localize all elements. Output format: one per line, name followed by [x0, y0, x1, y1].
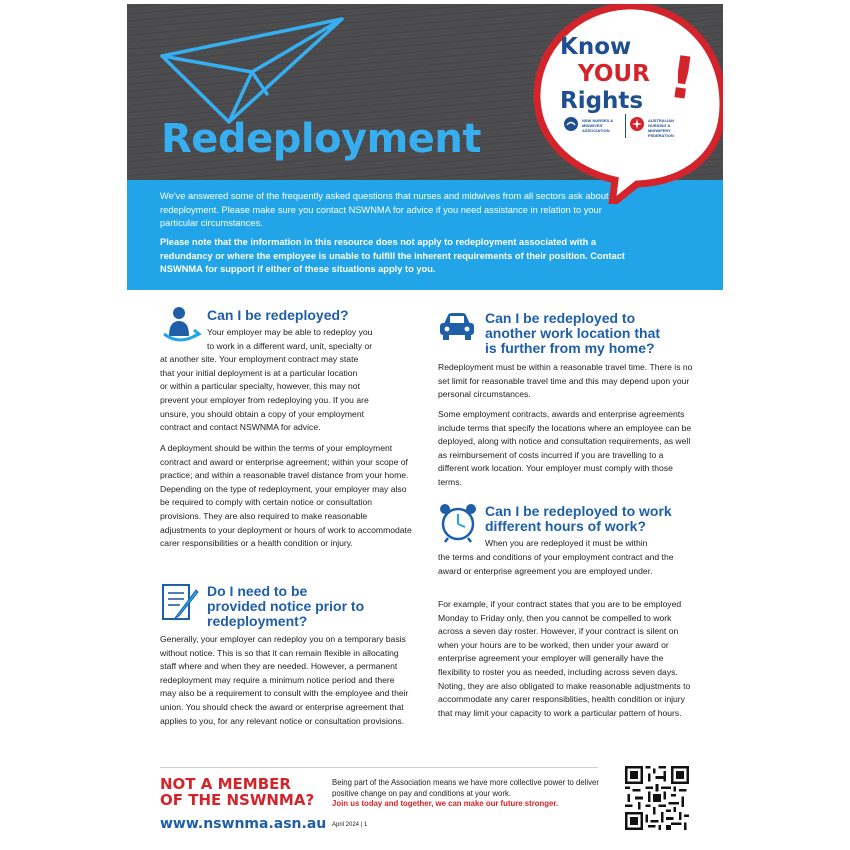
badge-line-know: Know [560, 34, 632, 60]
page-title: Redeployment [161, 116, 481, 162]
person-redeploy-icon [160, 304, 202, 346]
membership-promo [332, 778, 612, 810]
s2-heading-line-1: Do I need to be [207, 583, 308, 599]
association-logos [563, 112, 693, 142]
not-member-line-1: NOT A MEMBER [160, 775, 291, 793]
s3-heading-line-3: is further from my home? [485, 340, 655, 356]
anmf-logo-text: AUSTRALIAN NURSING & MIDWIFERY FEDERATION [648, 118, 674, 138]
s2-heading-line-3: redeployment? [207, 613, 308, 629]
logo-divider [625, 114, 626, 138]
s1-line-8: contract and contact NSWNMA for advice. [160, 422, 321, 433]
intro-text: We've answered some of the frequently asked questions that nurses and midwives from all sectors ask about redeployment. Please make sure you contact NSWNMA for advice if you need assistance in relation to your particular circumstances. [160, 191, 609, 228]
anmf-logo-icon [629, 116, 645, 132]
date-page-number: April 2024 | 1 [332, 822, 368, 828]
badge-line-rights: Rights [560, 88, 644, 114]
website-link[interactable]: www.nswnma.asn.au [160, 816, 327, 832]
s1-line-4: that your initial deployment is at a particular location [160, 367, 358, 378]
intro-note: Please note that the information in this resource does not apply to redeployment associated with a redundancy or where the employee is unable to fulfill the inherent requirements of their position. Contact NSWNMA for support if either of these situations apply to you. [160, 237, 625, 274]
heading-further-location [485, 311, 700, 356]
s4-first-line: When you are redeployed it must be within [485, 538, 648, 548]
s2-heading-line-2: provided notice prior to [207, 598, 365, 614]
nswnma-logo-icon [563, 116, 579, 132]
heading-notice-prior [207, 584, 407, 629]
s3-heading-line-1: Can I be redeployed to [485, 310, 636, 326]
s1-line-3: at another site. Your employment contract may state [160, 354, 359, 365]
s4-paragraph-2: For example, if your contract states that you are to be employed Monday to Friday only, then you cannot be compelled to work across a seven day roster. However, if your contract is silent on when your hours are to be worked, then under your award or enterprise agreement your employer will generally have the flexibility to roster you as needed, including across seven days. Noting, they are also obligated to make reasonable adjustments to accommodate any carer responsiblities, health condition or injury that may limit your capacity to work a particular pattern of hours. [438, 599, 691, 718]
s1-line-7: unsure, you should obtain a copy of your employment [160, 408, 364, 419]
notice-document-icon [160, 582, 200, 624]
s1-line-2: to work in a different ward, unit, specialty or [207, 340, 373, 351]
s1-paragraph-2: A deployment should be within the terms of your employment contract and award or enterprise agreement; within your scope of practice; and within a reasonable travel distance from your home. Depending on the type of redeployment, your employer may also be required to comply with certain notice or consultation provisions. They are also required to make reasonable adjustments to your deployment or hours of work to accommodate carer responsibilities or a health condition or injury. [160, 443, 412, 549]
not-member-line-2: OF THE NSWNMA? [160, 791, 315, 809]
s3-paragraph-1: Redeployment must be within a reasonable travel time. There is no set limit for reasonable travel time and this may depend upon your personal circumstances. [438, 362, 693, 400]
s4-paragraph-1: the terms and conditions of your employment contract and the award or enterprise agreement you are employed under. [438, 552, 674, 576]
heading-different-hours [485, 504, 700, 534]
nswnma-logo-text: NSW NURSES & MIDWIVES' ASSOCIATION [582, 118, 614, 133]
qr-code-icon[interactable] [625, 766, 689, 830]
promo-text: Being part of the Association means we have more collective power to deliver positive change on pay and conditions at your work. [332, 778, 599, 798]
exclamation-mark: ! [664, 42, 701, 114]
alarm-clock-icon [436, 500, 480, 544]
s1-line-6: prevent your employer from redeploying you. If you are [160, 395, 369, 405]
car-icon [438, 310, 476, 342]
s4-heading-line-2: different hours of work? [485, 518, 646, 534]
s3-heading-line-2: another work location that [485, 325, 661, 341]
s1-line-1: Your employer may be able to redeploy you [207, 327, 373, 337]
s2-paragraph: Generally, your employer can redeploy you on a temporary basis without notice. This is so that it can remain flexible in allocating staff where and when they are needed. However, a permanent redeployment may require a minimum notice period and there may also be a requirement to consult with the employee and their union. You should check the award or enterprise agreement that applies to you, for any relevant notice or consultation provisions. [160, 634, 409, 726]
promo-cta: Join us today and together, we can make our future stronger. [332, 799, 559, 808]
s3-paragraph-2: Some employment contracts, awards and enterprise agreements include terms that specify the locations where an employee can be deployed, along with notice and consultation requirements, as well as reimbursement of costs incurred if you are travelling to a different work location. Your employer must comply with those terms. [438, 409, 692, 487]
heading-can-i-be-redeployed: Can I be redeployed? [207, 307, 349, 323]
paper-plane-icon [157, 14, 347, 124]
not-a-member-heading [160, 776, 314, 808]
document-page [127, 4, 723, 846]
badge-line-your: YOUR [578, 61, 650, 87]
s4-heading-line-1: Can I be redeployed to work [485, 503, 672, 519]
footer-divider [160, 767, 598, 768]
s1-line-5: or within a particular specialty, however, this may not [160, 381, 360, 392]
